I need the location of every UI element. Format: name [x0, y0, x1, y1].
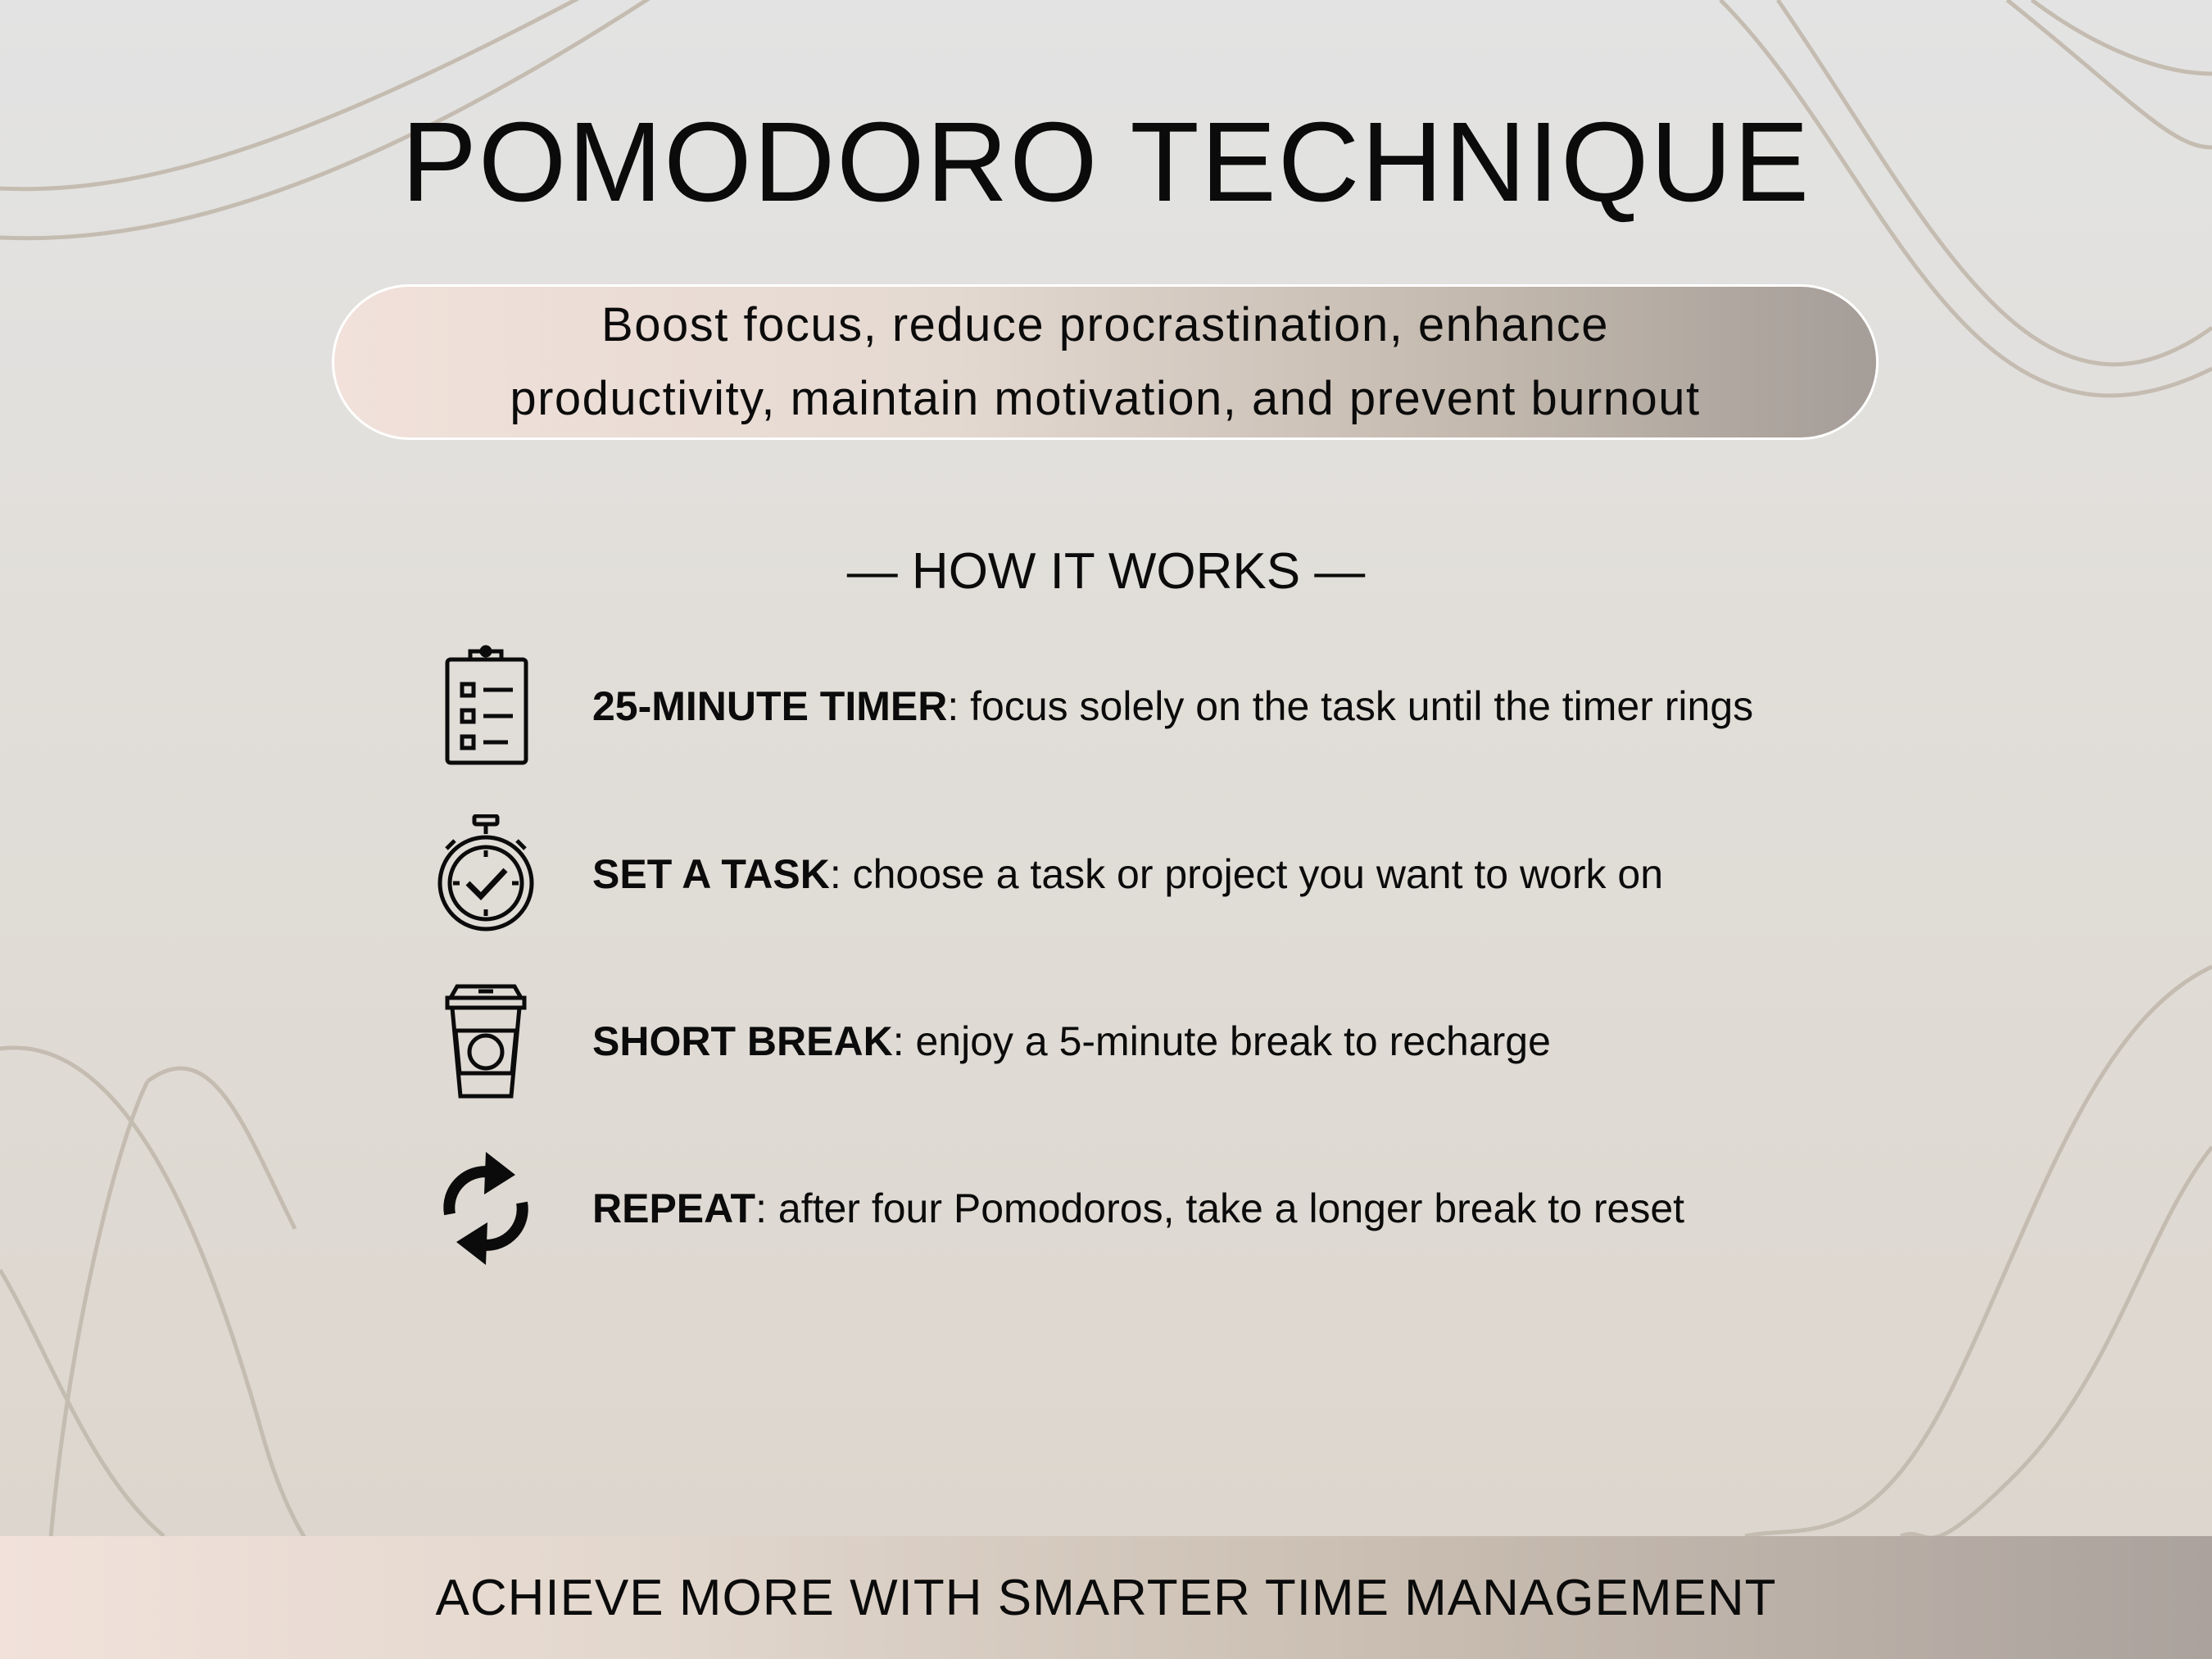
coffee-cup-icon [434, 980, 537, 1103]
step-text [592, 1017, 1551, 1066]
step-term: 25-MINUTE TIMER [592, 683, 948, 729]
step-description: : enjoy a 5-minute break to recharge [892, 1018, 1551, 1064]
subtitle-line-2: productivity, maintain motivation, and prevent burnout [510, 372, 1701, 425]
stopwatch-icon [434, 813, 537, 936]
page-title: POMODORO TECHNIQUE [401, 99, 1811, 225]
step-description: : after four Pomodoros, take a longer break to reset [755, 1185, 1685, 1231]
step-description: : focus solely on the task until the timer rings [947, 683, 1754, 729]
step-text [592, 850, 1663, 899]
subtitle-line-1: Boost focus, reduce procrastination, enhance [601, 298, 1609, 351]
subtitle-text [409, 288, 1802, 436]
step-item-repeat [434, 1147, 1991, 1270]
repeat-arrows-icon [434, 1147, 537, 1270]
step-text [592, 1184, 1684, 1233]
section-heading: — HOW IT WORKS — [846, 543, 1366, 600]
footer-text: ACHIEVE MORE WITH SMARTER TIME MANAGEMENT [435, 1569, 1777, 1626]
step-text [592, 682, 1753, 731]
step-term: REPEAT [592, 1185, 756, 1231]
subtitle-banner [332, 284, 1879, 440]
step-item-timer [434, 645, 1991, 768]
footer-banner [0, 1536, 2212, 1659]
step-term: SET A TASK [592, 851, 830, 897]
step-item-task [434, 813, 1991, 936]
clipboard-checklist-icon [434, 645, 537, 768]
step-description: : choose a task or project you want to work on [829, 851, 1664, 897]
step-item-break [434, 980, 1991, 1103]
step-term: SHORT BREAK [592, 1018, 893, 1064]
